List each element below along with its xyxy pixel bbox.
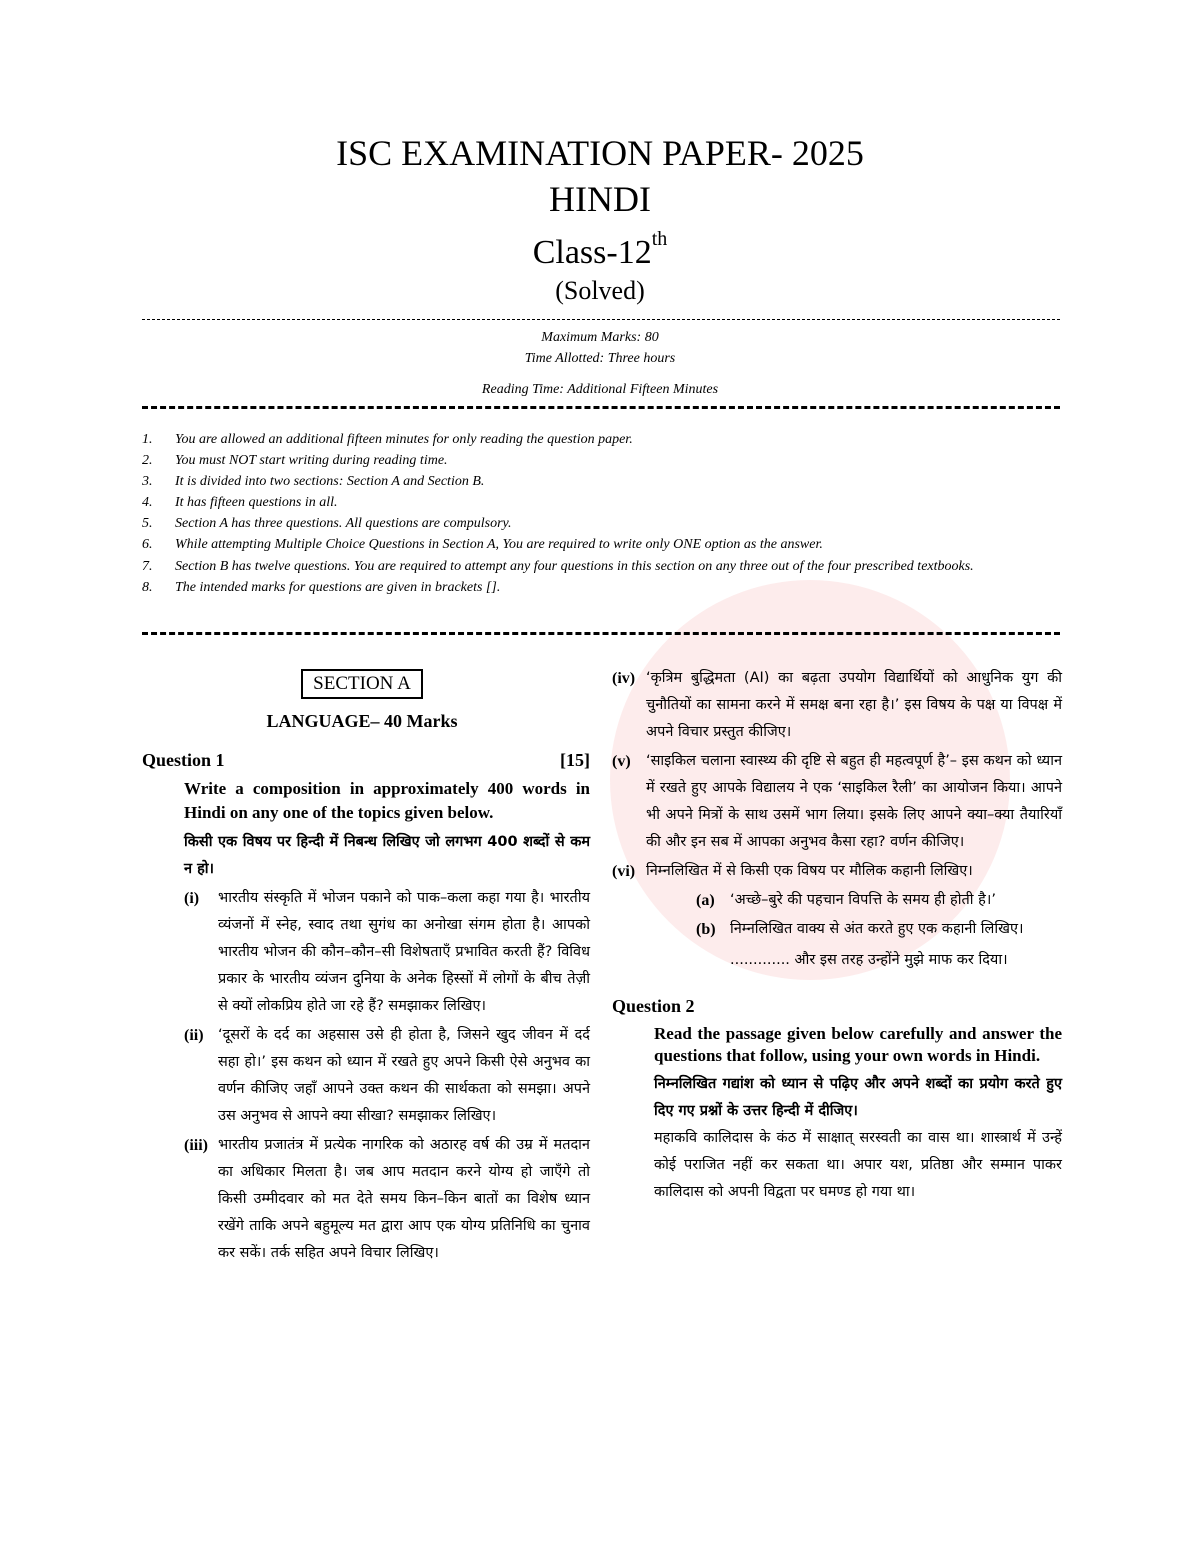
divider xyxy=(142,632,1060,635)
instruction-text: It has fifteen questions in all. xyxy=(175,495,338,511)
class-title xyxy=(0,228,1200,272)
instruction-num: 3. xyxy=(142,474,153,490)
instruction-num: 2. xyxy=(142,453,153,469)
instruction-item xyxy=(142,451,1062,472)
right-column xyxy=(612,663,1062,1206)
max-marks: Maximum Marks: 80 xyxy=(541,330,659,345)
instruction-item xyxy=(142,514,1062,535)
class-sup: th xyxy=(651,228,668,250)
question-2-body xyxy=(654,1023,1062,1206)
story-option-label: (a) xyxy=(696,892,715,909)
instruction-text: The intended marks for questions are given in brackets []. xyxy=(175,579,501,595)
instruction-item xyxy=(142,430,1062,451)
instruction-num: 8. xyxy=(142,579,153,595)
story-ending-line: ............. और इस तरह उन्होंने मुझे माफ कर दिया। xyxy=(730,952,1008,968)
instruction-num: 1. xyxy=(142,432,153,447)
topic-item xyxy=(184,1132,590,1267)
instruction-text: Section A has three questions. All questions are compulsory. xyxy=(175,516,512,532)
story-option xyxy=(696,887,1062,914)
topic-label: (ii) xyxy=(184,1027,204,1044)
topic-label: (vi) xyxy=(612,863,636,880)
story-option-text: ‘अच्छे–बुरे की पहचान विपत्ति के समय ही होती है।’ xyxy=(730,892,996,908)
topic-text: भारतीय संस्कृति में भोजन पकाने को पाक–कला कहा गया है। भारतीय व्यंजनों में स्नेह, स्वाद तथा सुगंध का अनोखा संगम होता है। आपको भारतीय भोजन की कौन–कौन–सी विशेषताएँ प्रभावित करती हैं? विविध प्रकार के भारतीय व्यंजन दुनिया के अनेक हिस्सों में लोगों के बीच तेज़ी से क्यों लोकप्रिय होते जा रहे हैं? समझाकर लिखिए। xyxy=(218,890,590,1014)
question-1-instruction-hi: किसी एक विषय पर हिन्दी में निबन्ध लिखिए जो लगभग 400 शब्दों से कम न हो। xyxy=(184,834,590,877)
question-1-body xyxy=(184,777,590,1267)
instruction-text: You are allowed an additional fifteen minutes for only reading the question paper. xyxy=(175,432,633,447)
solved-label: (Solved) xyxy=(555,276,645,305)
instruction-item xyxy=(142,557,1062,578)
instruction-item xyxy=(142,493,1062,514)
question-2-instruction-en: Read the passage given below carefully and answer the questions that follow, using your own words in Hindi. xyxy=(654,1024,1062,1065)
topic-label: (iv) xyxy=(612,670,636,687)
topic-text: ‘साइकिल चलाना स्वास्थ्य की दृष्टि से बहुत ही महत्वपूर्ण है’– इस कथन को ध्यान में रखते हुए आपके विद्यालय ने एक ‘साइकिल रैली’ का आयोजन किया। आपने भी अपने मित्रों के साथ उसमें भाग लिया। इसके लिए आपने क्या–क्या तैयारियाँ की और इन सब में आपका अनुभव कैसा रहा? वर्णन कीजिए। xyxy=(646,753,1062,850)
question-1-continued xyxy=(612,665,1062,974)
topic-item xyxy=(612,858,1062,885)
subject-title: HINDI xyxy=(549,179,651,219)
section-a-header xyxy=(182,665,542,699)
question-1-label: Question 1 xyxy=(142,750,225,770)
paper-title: ISC EXAMINATION PAPER- 2025 xyxy=(336,133,864,173)
story-option-label: (b) xyxy=(696,921,716,938)
instruction-num: 6. xyxy=(142,537,153,553)
section-a-subtitle: LANGUAGE– 40 Marks xyxy=(266,711,458,731)
topic-item xyxy=(184,1022,590,1130)
instruction-text: While attempting Multiple Choice Questions in Section A, You are required to write only ONE option as the answer. xyxy=(175,537,823,553)
topic-label: (iii) xyxy=(184,1137,208,1154)
reading-time: Reading Time: Additional Fifteen Minutes xyxy=(481,382,719,397)
class-label: Class-12 xyxy=(532,234,652,271)
instruction-text: You must NOT start writing during reading time. xyxy=(175,453,448,469)
question-2-header xyxy=(612,996,1062,1017)
question-2-passage: महाकवि कालिदास के कंठ में साक्षात् सरस्वती का वास था। शास्त्रार्थ में उन्हें कोई पराजित नहीं कर सकता था। अपार यश, प्रतिष्ठा और सम्मान पाकर कालिदास को अपनी विद्वता पर घमण्ड हो गया था। xyxy=(654,1130,1062,1200)
question-2-label: Question 2 xyxy=(612,996,695,1016)
question-2-instruction-hi: निम्नलिखित गद्यांश को ध्यान से पढ़िए और अपने शब्दों का प्रयोग करते हुए दिए गए प्रश्नों के उत्तर हिन्दी में दीजिए। xyxy=(654,1076,1062,1119)
instruction-item xyxy=(142,535,1062,556)
topic-text: निम्नलिखित में से किसी एक विषय पर मौलिक कहानी लिखिए। xyxy=(646,863,973,879)
story-option-text: निम्नलिखित वाक्य से अंत करते हुए एक कहानी लिखिए। xyxy=(730,921,1024,937)
story-options xyxy=(696,887,1062,974)
question-1-header xyxy=(142,750,590,771)
topic-item xyxy=(184,885,590,1020)
topic-label: (i) xyxy=(184,890,200,907)
instruction-text: Section B has twelve questions. You are required to attempt any four questions in this section on any three out of the four prescribed textbooks. xyxy=(175,558,974,574)
topic-item xyxy=(612,665,1062,746)
topic-text: भारतीय प्रजातंत्र में प्रत्येक नागरिक को अठारह वर्ष की उम्र में मतदान का अधिकार मिलता है। जब आप मतदान करने योग्य हो जाएँगे तो किसी उम्मीदवार को मत देते समय किन–किन बातों का विशेष ध्यान रखेंगे ताकि अपने बहुमूल्य मत द्वारा आप एक योग्य प्रतिनिधि का चुनाव कर सकें। तर्क सहित अपने विचार लिखिए। xyxy=(218,1137,590,1261)
time-allotted: Time Allotted: Three hours xyxy=(524,351,676,366)
left-column xyxy=(142,665,590,1267)
instruction-item xyxy=(142,578,1062,599)
section-a-label: SECTION A xyxy=(301,669,423,699)
question-1-marks: [15] xyxy=(560,750,590,770)
instruction-num: 4. xyxy=(142,495,153,511)
instruction-num: 7. xyxy=(142,558,153,574)
topic-text: ‘दूसरों के दर्द का अहसास उसे ही होता है, जिसने खुद जीवन में दर्द सहा हो।’ इस कथन को ध्यान में रखते हुए अपने किसी ऐसे अनुभव का वर्णन कीजिए जहाँ आपने उक्त कथन की सार्थकता को समझा। अपने उस अनुभव से आपने क्या सीखा? समझाकर लिखिए। xyxy=(218,1027,590,1124)
topic-label: (v) xyxy=(612,753,631,770)
instructions-list xyxy=(142,430,1062,599)
topic-item xyxy=(612,748,1062,856)
instruction-text: It is divided into two sections: Section A and Section B. xyxy=(175,474,485,490)
topic-text: ‘कृत्रिम बुद्धिमता (AI) का बढ़ता उपयोग विद्यार्थियों को आधुनिक युग की चुनौतियों का सामना करने में समक्ष बना रहा है।’ इस विषय के पक्ष या विपक्ष में अपने विचार प्रस्तुत कीजिए। xyxy=(646,670,1062,740)
divider xyxy=(142,319,1060,320)
instruction-num: 5. xyxy=(142,516,153,532)
question-1-instruction-en: Write a composition in approximately 400 words in Hindi on any one of the topics given below. xyxy=(184,779,590,822)
story-option xyxy=(696,916,1062,943)
instruction-item xyxy=(142,472,1062,493)
divider xyxy=(142,406,1060,409)
